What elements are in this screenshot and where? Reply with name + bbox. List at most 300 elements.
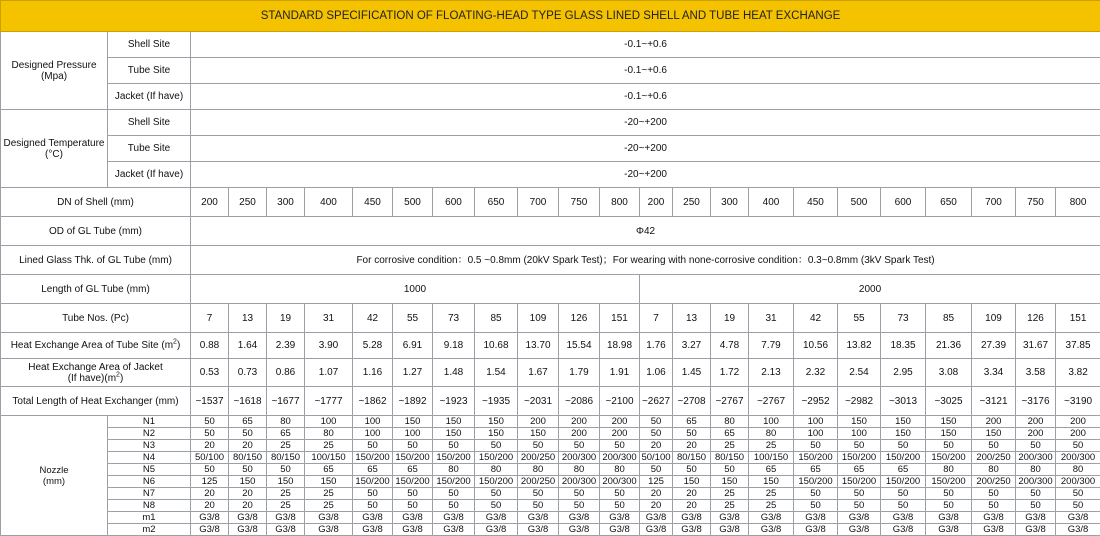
area-tube-cell: 3.90 (305, 333, 353, 359)
tube-nos-cell: 7 (640, 304, 673, 333)
nozzle-value-cell: G3/8 (881, 512, 926, 524)
nozzle-value-cell: 50 (518, 440, 559, 452)
nozzle-value-cell: 50 (926, 440, 972, 452)
nozzle-value-cell: 80 (305, 428, 353, 440)
nozzle-value-cell: 150/200 (794, 476, 838, 488)
nozzle-value-cell: 50 (1056, 488, 1100, 500)
dn-shell-cell: 650 (475, 188, 518, 217)
nozzle-value-cell: 100 (305, 416, 353, 428)
dn-shell-cell: 750 (559, 188, 600, 217)
nozzle-value-cell: 200/300 (1016, 476, 1056, 488)
tube-length-group2: 2000 (640, 275, 1100, 304)
dn-shell-cell: 600 (433, 188, 475, 217)
nozzle-value-cell: G3/8 (794, 512, 838, 524)
nozzle-name: m1 (108, 512, 191, 524)
nozzle-value-cell: G3/8 (600, 512, 640, 524)
total-length-cell: ~1862 (353, 387, 393, 416)
designed-temperature-label-line1: Designed Temperature (4, 138, 105, 149)
nozzle-value-cell: 80 (559, 464, 600, 476)
area-tube-cell: 37.85 (1056, 333, 1100, 359)
nozzle-value-cell: 100/150 (749, 452, 794, 464)
tube-nos-cell: 85 (926, 304, 972, 333)
nozzle-value-cell: 150/200 (393, 452, 433, 464)
nozzle-value-cell: 50 (229, 464, 267, 476)
nozzle-value-cell: G3/8 (926, 512, 972, 524)
nozzle-value-cell: 150 (926, 416, 972, 428)
nozzle-name: N4 (108, 452, 191, 464)
nozzle-value-cell: 150/200 (475, 476, 518, 488)
designed-temperature-label (1, 110, 108, 188)
temperature-value-shell: -20~+200 (191, 110, 1100, 136)
total-length-cell: ~2627 (640, 387, 673, 416)
nozzle-value-cell: G3/8 (518, 524, 559, 536)
area-tube-cell: 3.27 (673, 333, 711, 359)
pressure-value-jacket: -0.1~+0.6 (191, 84, 1100, 110)
nozzle-label (1, 416, 108, 536)
dn-shell-cell: 200 (191, 188, 229, 217)
pressure-value-tube: -0.1~+0.6 (191, 58, 1100, 84)
nozzle-value-cell: 150/200 (881, 476, 926, 488)
nozzle-value-cell: 150 (518, 428, 559, 440)
total-length-cell: ~1892 (393, 387, 433, 416)
nozzle-value-cell: G3/8 (972, 524, 1016, 536)
area-jacket-label-close: ) (120, 373, 123, 384)
tube-nos-cell: 151 (600, 304, 640, 333)
nozzle-value-cell: 50 (559, 488, 600, 500)
total-length-cell: ~2086 (559, 387, 600, 416)
nozzle-value-cell: G3/8 (749, 512, 794, 524)
nozzle-value-cell: 200 (518, 416, 559, 428)
nozzle-value-cell: 150/200 (433, 476, 475, 488)
nozzle-value-cell: 50 (640, 428, 673, 440)
nozzle-value-cell: 200 (1056, 428, 1100, 440)
dn-shell-cell: 400 (305, 188, 353, 217)
tube-nos-cell: 73 (433, 304, 475, 333)
nozzle-value-cell: 65 (838, 464, 881, 476)
nozzle-value-cell: 80 (972, 464, 1016, 476)
nozzle-value-cell: 80 (926, 464, 972, 476)
nozzle-value-cell: 65 (673, 416, 711, 428)
tube-nos-cell: 31 (305, 304, 353, 333)
od-tube-value: Φ42 (191, 217, 1100, 246)
nozzle-value-cell: 200 (600, 428, 640, 440)
total-length-cell: ~2982 (838, 387, 881, 416)
nozzle-value-cell: 100 (353, 416, 393, 428)
area-tube-cell: 21.36 (926, 333, 972, 359)
nozzle-value-cell: 150 (749, 476, 794, 488)
area-jacket-cell: 1.48 (433, 359, 475, 387)
nozzle-value-cell: 50 (881, 440, 926, 452)
nozzle-row (1, 500, 1100, 512)
nozzle-value-cell: 50 (640, 416, 673, 428)
nozzle-value-cell: 100 (749, 416, 794, 428)
nozzle-name: N6 (108, 476, 191, 488)
area-tube-label-sup: 2 (173, 339, 177, 346)
temperature-sub-jacket: Jacket (If have) (108, 162, 191, 188)
nozzle-value-cell: 50 (191, 464, 229, 476)
area-jacket-cell: 1.16 (353, 359, 393, 387)
dn-shell-cell: 450 (794, 188, 838, 217)
area-jacket-cell: 2.54 (838, 359, 881, 387)
nozzle-value-cell: G3/8 (433, 524, 475, 536)
area-tube-cell: 31.67 (1016, 333, 1056, 359)
area-tube-cell: 13.82 (838, 333, 881, 359)
nozzle-value-cell: 150 (433, 428, 475, 440)
nozzle-value-cell: 50 (191, 428, 229, 440)
nozzle-value-cell: 50 (393, 500, 433, 512)
nozzle-value-cell: 200 (1016, 416, 1056, 428)
nozzle-value-cell: 80/150 (229, 452, 267, 464)
nozzle-value-cell: G3/8 (353, 512, 393, 524)
total-length-label: Total Length of Heat Exchanger (mm) (1, 387, 191, 416)
designed-pressure-label-line1: Designed Pressure (11, 60, 96, 71)
nozzle-value-cell: 50 (1016, 440, 1056, 452)
nozzle-name: N1 (108, 416, 191, 428)
nozzle-value-cell: 80/150 (711, 452, 749, 464)
nozzle-value-cell: 50 (1016, 488, 1056, 500)
nozzle-value-cell: 25 (305, 440, 353, 452)
nozzle-value-cell: 50 (393, 440, 433, 452)
dn-shell-cell: 200 (640, 188, 673, 217)
nozzle-value-cell: 65 (353, 464, 393, 476)
nozzle-value-cell: 50 (972, 500, 1016, 512)
nozzle-value-cell: G3/8 (353, 524, 393, 536)
area-jacket-cell: 1.67 (518, 359, 559, 387)
nozzle-value-cell: 25 (267, 500, 305, 512)
dn-shell-cell: 300 (267, 188, 305, 217)
nozzle-value-cell: 80/150 (267, 452, 305, 464)
nozzle-value-cell: 80 (267, 416, 305, 428)
total-length-cell: ~1537 (191, 387, 229, 416)
nozzle-value-cell: G3/8 (1016, 524, 1056, 536)
nozzle-value-cell: 150 (881, 416, 926, 428)
tube-nos-cell: 109 (518, 304, 559, 333)
nozzle-value-cell: G3/8 (475, 524, 518, 536)
nozzle-row (1, 488, 1100, 500)
nozzle-value-cell: 25 (267, 488, 305, 500)
nozzle-name: N3 (108, 440, 191, 452)
tube-nos-cell: 42 (794, 304, 838, 333)
nozzle-value-cell: 200 (559, 428, 600, 440)
nozzle-value-cell: 20 (673, 500, 711, 512)
nozzle-value-cell: G3/8 (838, 524, 881, 536)
nozzle-value-cell: 50 (794, 488, 838, 500)
nozzle-value-cell: 150/200 (881, 452, 926, 464)
area-jacket-label-line2: (If have)(m (68, 373, 116, 384)
nozzle-value-cell: 50 (353, 488, 393, 500)
nozzle-label-line1: Nozzle (39, 465, 68, 476)
nozzle-value-cell: 200/300 (1016, 452, 1056, 464)
nozzle-value-cell: 65 (229, 416, 267, 428)
total-length-cell: ~1777 (305, 387, 353, 416)
nozzle-value-cell: 50 (600, 440, 640, 452)
area-jacket-cell: 0.86 (267, 359, 305, 387)
nozzle-value-cell: 50 (267, 464, 305, 476)
nozzle-value-cell: 50 (393, 488, 433, 500)
area-tube-cell: 2.39 (267, 333, 305, 359)
total-length-cell: ~2952 (794, 387, 838, 416)
nozzle-value-cell: 150/200 (393, 476, 433, 488)
od-tube-label: OD of GL Tube (mm) (1, 217, 191, 246)
nozzle-value-cell: 150/200 (353, 452, 393, 464)
nozzle-value-cell: 125 (191, 476, 229, 488)
nozzle-value-cell: 65 (305, 464, 353, 476)
nozzle-value-cell: 50 (881, 500, 926, 512)
area-tube-cell: 9.18 (433, 333, 475, 359)
area-tube-cell: 10.56 (794, 333, 838, 359)
nozzle-value-cell: 50 (673, 464, 711, 476)
nozzle-value-cell: 80 (600, 464, 640, 476)
tube-nos-cell: 109 (972, 304, 1016, 333)
area-jacket-cell: 1.06 (640, 359, 673, 387)
tube-nos-cell: 85 (475, 304, 518, 333)
nozzle-value-cell: 50 (559, 440, 600, 452)
nozzle-value-cell: 50 (926, 500, 972, 512)
nozzle-value-cell: G3/8 (305, 512, 353, 524)
area-jacket-cell: 1.45 (673, 359, 711, 387)
area-tube-cell: 7.79 (749, 333, 794, 359)
nozzle-value-cell: 50/100 (191, 452, 229, 464)
tube-nos-cell: 42 (353, 304, 393, 333)
nozzle-value-cell: 80 (1016, 464, 1056, 476)
tube-length-group1: 1000 (191, 275, 640, 304)
dn-shell-cell: 800 (600, 188, 640, 217)
nozzle-value-cell: G3/8 (229, 524, 267, 536)
temperature-sub-tube: Tube Site (108, 136, 191, 162)
nozzle-value-cell: 25 (749, 440, 794, 452)
nozzle-value-cell: 150 (229, 476, 267, 488)
nozzle-value-cell: 50 (794, 440, 838, 452)
nozzle-value-cell: G3/8 (559, 524, 600, 536)
temperature-sub-shell: Shell Site (108, 110, 191, 136)
nozzle-value-cell: 25 (305, 488, 353, 500)
tube-nos-cell: 55 (393, 304, 433, 333)
nozzle-value-cell: G3/8 (881, 524, 926, 536)
nozzle-value-cell: 200/250 (518, 452, 559, 464)
nozzle-value-cell: 20 (191, 488, 229, 500)
tube-nos-cell: 151 (1056, 304, 1100, 333)
nozzle-value-cell: G3/8 (972, 512, 1016, 524)
nozzle-value-cell: 80 (475, 464, 518, 476)
nozzle-value-cell: 25 (711, 500, 749, 512)
dn-shell-cell: 600 (881, 188, 926, 217)
nozzle-value-cell: 50 (640, 464, 673, 476)
area-tube-label-close: ) (177, 340, 180, 351)
nozzle-value-cell: 25 (711, 488, 749, 500)
nozzle-value-cell: G3/8 (640, 524, 673, 536)
nozzle-value-cell: G3/8 (1056, 524, 1100, 536)
nozzle-value-cell: 150/200 (794, 452, 838, 464)
dn-shell-cell: 750 (1016, 188, 1056, 217)
dn-shell-cell: 250 (229, 188, 267, 217)
total-length-cell: ~1923 (433, 387, 475, 416)
nozzle-value-cell: 20 (229, 440, 267, 452)
designed-pressure-label (1, 32, 108, 110)
nozzle-value-cell: 200/300 (1056, 476, 1100, 488)
nozzle-value-cell: 25 (749, 500, 794, 512)
nozzle-value-cell: 100 (794, 416, 838, 428)
nozzle-value-cell: 65 (749, 464, 794, 476)
nozzle-value-cell: 20 (673, 488, 711, 500)
nozzle-value-cell: 150/200 (838, 476, 881, 488)
total-length-cell: ~3025 (926, 387, 972, 416)
nozzle-value-cell: G3/8 (794, 524, 838, 536)
area-tube-cell: 27.39 (972, 333, 1016, 359)
area-jacket-label-line1: Heat Exchange Area of Jacket (28, 362, 163, 373)
pressure-sub-jacket: Jacket (If have) (108, 84, 191, 110)
nozzle-value-cell: 25 (305, 500, 353, 512)
nozzle-value-cell: 50 (475, 500, 518, 512)
nozzle-value-cell: 150/200 (926, 452, 972, 464)
tube-nos-cell: 7 (191, 304, 229, 333)
dn-shell-cell: 500 (838, 188, 881, 217)
pressure-sub-tube: Tube Site (108, 58, 191, 84)
nozzle-value-cell: 150/200 (838, 452, 881, 464)
nozzle-value-cell: 50 (433, 500, 475, 512)
total-length-cell: ~1618 (229, 387, 267, 416)
area-jacket-cell: 0.53 (191, 359, 229, 387)
dn-shell-cell: 250 (673, 188, 711, 217)
nozzle-value-cell: 200 (1056, 416, 1100, 428)
tube-nos-cell: 55 (838, 304, 881, 333)
nozzle-value-cell: 50 (1056, 500, 1100, 512)
nozzle-value-cell: 50 (191, 416, 229, 428)
glass-thk-value: For corrosive condition：0.5 ~0.8mm (20kV Spark Test)；For wearing with none-corrosive condition：0.3~0.8mm (3kV Spark Test) (191, 246, 1100, 275)
nozzle-value-cell: 50 (518, 488, 559, 500)
tube-nos-cell: 31 (749, 304, 794, 333)
nozzle-value-cell: 80 (518, 464, 559, 476)
nozzle-value-cell: 50 (1056, 440, 1100, 452)
glass-thk-label: Lined Glass Thk. of GL Tube (mm) (1, 246, 191, 275)
dn-shell-cell: 700 (972, 188, 1016, 217)
pressure-sub-shell: Shell Site (108, 32, 191, 58)
nozzle-value-cell: G3/8 (305, 524, 353, 536)
nozzle-value-cell: 65 (794, 464, 838, 476)
total-length-cell: ~2031 (518, 387, 559, 416)
nozzle-value-cell: 150/200 (926, 476, 972, 488)
total-length-cell: ~3121 (972, 387, 1016, 416)
nozzle-value-cell: 20 (229, 500, 267, 512)
nozzle-value-cell: 80 (433, 464, 475, 476)
total-length-cell: ~3013 (881, 387, 926, 416)
nozzle-value-cell: G3/8 (711, 512, 749, 524)
nozzle-value-cell: 50 (353, 500, 393, 512)
area-tube-cell: 1.64 (229, 333, 267, 359)
area-jacket-label-sup: 2 (116, 371, 120, 378)
dn-shell-cell: 650 (926, 188, 972, 217)
nozzle-value-cell: 200 (1016, 428, 1056, 440)
nozzle-value-cell: 50 (475, 488, 518, 500)
nozzle-row (1, 452, 1100, 464)
area-jacket-cell: 2.13 (749, 359, 794, 387)
nozzle-value-cell: G3/8 (191, 524, 229, 536)
total-length-cell: ~2767 (749, 387, 794, 416)
area-tube-label (1, 333, 191, 359)
nozzle-value-cell: 50 (600, 500, 640, 512)
nozzle-row (1, 524, 1100, 536)
dn-shell-cell: 700 (518, 188, 559, 217)
nozzle-value-cell: 150 (673, 476, 711, 488)
nozzle-value-cell: G3/8 (749, 524, 794, 536)
total-length-cell: ~2708 (673, 387, 711, 416)
nozzle-value-cell: 50 (972, 440, 1016, 452)
nozzle-row (1, 440, 1100, 452)
nozzle-row (1, 464, 1100, 476)
nozzle-value-cell: G3/8 (433, 512, 475, 524)
nozzle-value-cell: 150/200 (433, 452, 475, 464)
nozzle-value-cell: 100/150 (305, 452, 353, 464)
nozzle-value-cell: 125 (640, 476, 673, 488)
nozzle-value-cell: 50 (673, 428, 711, 440)
nozzle-value-cell: 50 (353, 440, 393, 452)
nozzle-value-cell: 20 (640, 500, 673, 512)
area-tube-cell: 4.78 (711, 333, 749, 359)
nozzle-value-cell: 150/200 (353, 476, 393, 488)
nozzle-name: m2 (108, 524, 191, 536)
nozzle-value-cell: 150 (475, 416, 518, 428)
nozzle-value-cell: 200/250 (972, 452, 1016, 464)
nozzle-value-cell: 50 (838, 440, 881, 452)
nozzle-value-cell: 65 (711, 428, 749, 440)
nozzle-value-cell: 80/150 (673, 452, 711, 464)
nozzle-value-cell: 50 (838, 488, 881, 500)
area-jacket-cell: 3.82 (1056, 359, 1100, 387)
area-jacket-cell: 3.34 (972, 359, 1016, 387)
nozzle-value-cell: 50 (559, 500, 600, 512)
nozzle-value-cell: 80 (711, 416, 749, 428)
area-tube-label-text: Heat Exchange Area of Tube Site (m (11, 340, 173, 351)
nozzle-value-cell: 200/300 (1056, 452, 1100, 464)
nozzle-value-cell: G3/8 (393, 512, 433, 524)
tube-nos-cell: 13 (229, 304, 267, 333)
total-length-cell: ~1935 (475, 387, 518, 416)
nozzle-value-cell: 100 (353, 428, 393, 440)
total-length-cell: ~2100 (600, 387, 640, 416)
area-jacket-cell: 1.79 (559, 359, 600, 387)
area-jacket-cell: 3.08 (926, 359, 972, 387)
area-tube-cell: 13.70 (518, 333, 559, 359)
nozzle-value-cell: 50 (711, 464, 749, 476)
nozzle-value-cell: 150 (711, 476, 749, 488)
nozzle-value-cell: 150 (475, 428, 518, 440)
nozzle-value-cell: 25 (711, 440, 749, 452)
area-tube-cell: 1.76 (640, 333, 673, 359)
nozzle-value-cell: G3/8 (191, 512, 229, 524)
tube-nos-cell: 126 (1016, 304, 1056, 333)
tube-length-label: Length of GL Tube (mm) (1, 275, 191, 304)
dn-shell-cell: 400 (749, 188, 794, 217)
nozzle-value-cell: 20 (191, 500, 229, 512)
nozzle-row (1, 416, 1100, 428)
designed-pressure-label-line2: (Mpa) (41, 71, 67, 82)
nozzle-value-cell: 100 (794, 428, 838, 440)
area-tube-cell: 15.54 (559, 333, 600, 359)
nozzle-value-cell: G3/8 (267, 512, 305, 524)
nozzle-value-cell: 50 (518, 500, 559, 512)
nozzle-value-cell: 150 (393, 416, 433, 428)
nozzle-value-cell: 65 (393, 464, 433, 476)
temperature-value-jacket: -20~+200 (191, 162, 1100, 188)
nozzle-value-cell: G3/8 (1056, 512, 1100, 524)
nozzle-value-cell: G3/8 (267, 524, 305, 536)
nozzle-value-cell: 50 (229, 428, 267, 440)
nozzle-value-cell: 65 (267, 428, 305, 440)
nozzle-value-cell: 50 (794, 500, 838, 512)
nozzle-value-cell: G3/8 (640, 512, 673, 524)
nozzle-value-cell: 50 (972, 488, 1016, 500)
nozzle-value-cell: 150 (305, 476, 353, 488)
nozzle-value-cell: 50 (600, 488, 640, 500)
